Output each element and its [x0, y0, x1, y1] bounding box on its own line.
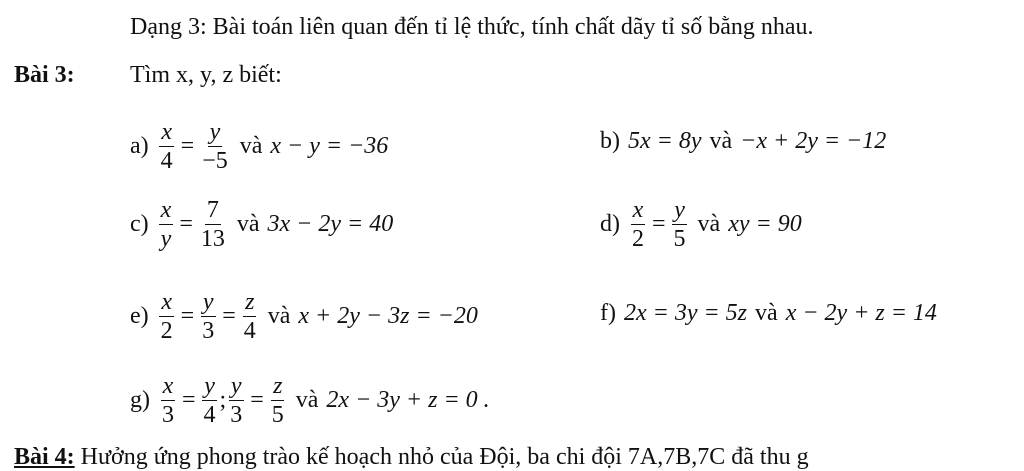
- equals-sign: =: [182, 387, 196, 413]
- numerator: x: [161, 119, 172, 145]
- fraction: [202, 372, 218, 429]
- conjunction: và: [697, 211, 721, 237]
- exercise-4-label: Bài 4:: [14, 444, 75, 470]
- item-g: [130, 372, 490, 429]
- denominator: 3: [162, 402, 174, 428]
- fraction: [160, 372, 176, 429]
- fraction: [159, 288, 175, 345]
- fraction: [200, 118, 230, 175]
- conjunction: và: [236, 211, 260, 237]
- equation: 2x − 3y + z = 0 .: [326, 387, 490, 413]
- item-g-label: g): [130, 387, 150, 413]
- fraction: [242, 288, 258, 345]
- denominator: y: [160, 226, 172, 252]
- denominator: 2: [632, 226, 644, 252]
- semicolon: ;: [219, 387, 227, 413]
- item-e-label: e): [130, 303, 149, 329]
- exercise-3-task: Tìm x, y, z biết:: [130, 62, 282, 88]
- conjunction: và: [709, 128, 733, 154]
- item-d: [600, 196, 802, 253]
- fraction: [199, 196, 227, 253]
- equation: x + 2y − 3z = −20: [298, 303, 478, 329]
- equals-sign: =: [180, 303, 195, 329]
- exercise-3-label: Bài 3:: [14, 62, 75, 88]
- equals-sign: =: [222, 303, 236, 329]
- denominator: 3: [230, 402, 243, 428]
- item-c-label: c): [130, 211, 149, 237]
- item-d-label: d): [600, 211, 620, 237]
- item-b: [600, 128, 886, 155]
- fraction: [159, 196, 174, 253]
- denominator: 5: [271, 402, 284, 428]
- item-f-label: f): [600, 300, 616, 326]
- equals-sign: =: [180, 133, 195, 159]
- equation: xy = 90: [728, 211, 802, 237]
- item-c: [130, 196, 393, 253]
- fraction: [159, 118, 175, 175]
- conjunction: và: [755, 300, 778, 326]
- denominator: −5: [202, 148, 228, 174]
- equals-sign: =: [179, 211, 193, 237]
- numerator: y: [202, 289, 214, 315]
- fraction: [228, 372, 244, 429]
- equation: −x + 2y = −12: [740, 128, 887, 154]
- fraction: [672, 196, 688, 253]
- numerator: 7: [206, 197, 219, 223]
- numerator: x: [632, 197, 644, 223]
- denominator: 5: [673, 226, 686, 252]
- numerator: y: [204, 373, 215, 399]
- fraction: [270, 372, 286, 429]
- numerator: z: [245, 289, 255, 315]
- equation: 2x = 3y = 5z: [623, 300, 748, 326]
- denominator: 4: [243, 318, 256, 344]
- exercise-4-line: [14, 444, 809, 471]
- conjunction: và: [267, 303, 291, 329]
- item-a: [130, 118, 388, 175]
- equation: x − y = −36: [270, 133, 389, 159]
- fraction: [200, 288, 216, 345]
- equals-sign: =: [250, 387, 264, 413]
- numerator: x: [162, 373, 174, 399]
- numerator: y: [674, 197, 685, 223]
- equation: x − 2y + z = 14: [785, 300, 937, 326]
- section-heading: Dạng 3: Bài toán liên quan đến tỉ lệ thức, tính chất dãy tỉ số bằng nhau.: [130, 14, 814, 40]
- item-f: [600, 300, 937, 327]
- equation: 3x − 2y = 40: [267, 211, 394, 237]
- numerator: x: [160, 197, 172, 223]
- equals-sign: =: [652, 211, 666, 237]
- denominator: 13: [200, 226, 225, 252]
- fraction: [630, 196, 646, 253]
- item-e: [130, 288, 478, 345]
- denominator: 4: [203, 402, 216, 428]
- conjunction: và: [239, 133, 263, 159]
- denominator: 3: [202, 318, 215, 344]
- numerator: y: [209, 119, 221, 145]
- denominator: 4: [160, 148, 173, 174]
- numerator: z: [273, 373, 283, 399]
- conjunction: và: [295, 387, 319, 413]
- exercise-4-text: Hưởng ứng phong trào kế hoạch nhỏ của Đội, ba chi đội 7A,7B,7C đã thu g: [80, 444, 809, 470]
- numerator: x: [161, 289, 172, 315]
- equation: 5x = 8y: [628, 128, 702, 154]
- item-a-label: a): [130, 133, 149, 159]
- item-b-label: b): [600, 128, 620, 154]
- denominator: 2: [160, 318, 173, 344]
- numerator: y: [230, 373, 242, 399]
